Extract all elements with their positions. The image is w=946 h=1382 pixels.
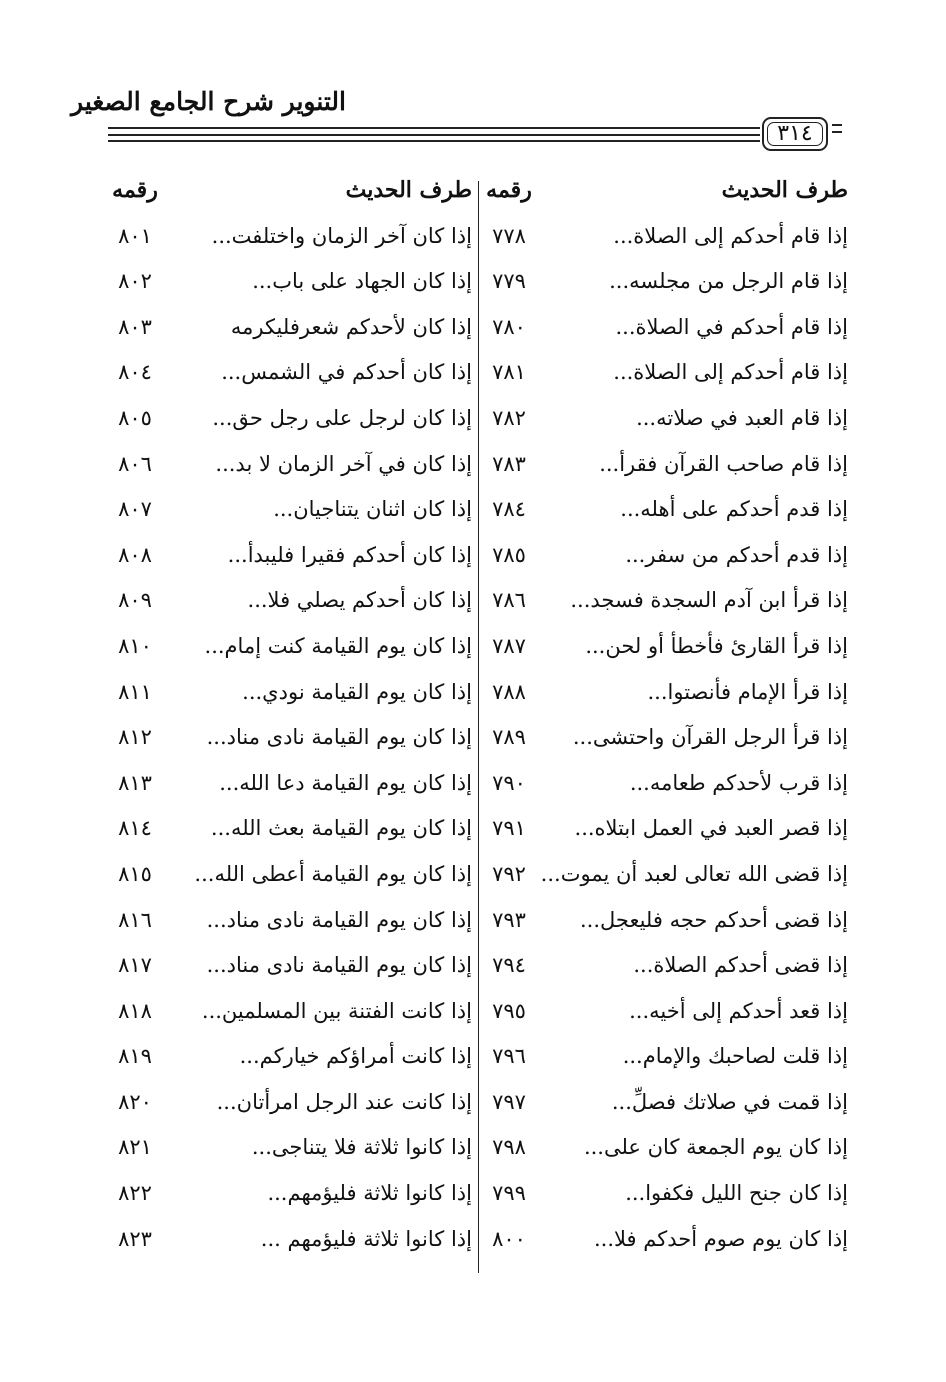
hadith-incipit: إذا قصر العبد في العمل ابتلاه...: [574, 816, 848, 841]
hadith-incipit: إذا قدم أحدكم على أهله...: [620, 497, 848, 522]
table-row: [90, 624, 860, 670]
hadith-incipit: إذا كان لرجل على رجل حق...: [212, 405, 472, 430]
hadith-number: ٨٢٣: [118, 1226, 152, 1251]
hadith-incipit: إذا كانوا ثلاثة فليؤمهم ...: [260, 1226, 472, 1251]
table-header-row: [90, 168, 860, 214]
hadith-number: ٨١٤: [118, 816, 152, 841]
hadith-incipit: إذا كانت أمراؤكم خياركم...: [239, 1044, 472, 1069]
table-row: [90, 350, 860, 396]
hadith-number: ٨١٠: [118, 633, 152, 658]
hadith-number: ٧٩٦: [492, 1044, 526, 1069]
table-row: [90, 533, 860, 579]
hadith-number: ٧٨٥: [492, 542, 526, 567]
table-row: [90, 761, 860, 807]
index-table: [90, 168, 860, 1262]
table-row: [90, 989, 860, 1035]
table-row: [90, 1171, 860, 1217]
hadith-number: ٧٩٥: [492, 998, 526, 1023]
hadith-number: ٨٠٩: [118, 588, 152, 613]
hadith-number: ٨٠٠: [492, 1226, 526, 1251]
hadith-incipit: إذا كان آخر الزمان واختلفت...: [211, 223, 472, 248]
hadith-incipit: إذا قام أحدكم إلى الصلاة...: [613, 223, 848, 248]
hadith-incipit: إذا قام أحدكم في الصلاة...: [615, 314, 848, 339]
hadith-number: ٨١٥: [118, 861, 152, 886]
table-row: [90, 852, 860, 898]
hadith-incipit: إذا كان يوم القيامة دعا الله...: [219, 770, 472, 795]
table-row: [90, 1034, 860, 1080]
hadith-number: ٧٨٤: [492, 497, 526, 522]
hadith-incipit: إذا كان يوم القيامة نادى مناد...: [206, 725, 472, 750]
hadith-number: ٨٢٢: [118, 1181, 152, 1206]
hadith-number: ٨٠٢: [118, 269, 152, 294]
hadith-incipit: إذا قدم أحدكم من سفر...: [625, 542, 848, 567]
table-row: [90, 487, 860, 533]
hadith-incipit: إذا كان في آخر الزمان لا بد...: [215, 451, 472, 476]
hadith-incipit: إذا كان يوم القيامة نادى مناد...: [206, 953, 472, 978]
hadith-incipit: إذا قام صاحب القرآن فقرأ...: [599, 451, 848, 476]
table-row: [90, 670, 860, 716]
hadith-number: ٧٧٩: [492, 269, 526, 294]
hadith-number: ٧٩٧: [492, 1089, 526, 1114]
column-header-number-right: رقمه: [486, 177, 532, 203]
hadith-number: ٨٠٥: [118, 405, 152, 430]
hadith-number: ٧٩٨: [492, 1135, 526, 1160]
running-title: التنوير شرح الجامع الصغير: [71, 87, 346, 116]
hadith-number: ٨١٢: [118, 725, 152, 750]
hadith-incipit: إذا قرأ القارئ فأخطأ أو لحن...: [585, 633, 848, 658]
column-header-number-left: رقمه: [112, 177, 158, 203]
hadith-number: ٨٠٧: [118, 497, 152, 522]
table-row: [90, 943, 860, 989]
hadith-incipit: إذا قضى الله تعالى لعبد أن يموت...: [540, 861, 848, 886]
table-row: [90, 1125, 860, 1171]
hadith-incipit: إذا كان اثنان يتناجيان...: [273, 497, 472, 522]
hadith-number: ٨٠٦: [118, 451, 152, 476]
hadith-incipit: إذا كان لأحدكم شعرفليكرمه: [230, 314, 472, 339]
hadith-number: ٧٨٦: [492, 588, 526, 613]
hadith-number: ٧٨٩: [492, 725, 526, 750]
table-row: [90, 806, 860, 852]
hadith-incipit: إذا كان أحدكم يصلي فلا...: [247, 588, 472, 613]
hadith-number: ٨١٦: [118, 907, 152, 932]
hadith-incipit: إذا كانوا ثلاثة فلا يتناجى...: [251, 1135, 472, 1160]
hadith-incipit: إذا قرب لأحدكم طعامه...: [629, 770, 848, 795]
table-row: [90, 214, 860, 260]
header-rule: [108, 140, 760, 142]
table-row: [90, 305, 860, 351]
hadith-incipit: إذا كان يوم صوم أحدكم فلا...: [594, 1226, 848, 1251]
hadith-incipit: إذا كان يوم القيامة نادى مناد...: [206, 907, 472, 932]
hadith-incipit: إذا كان يوم القيامة بعث الله...: [210, 816, 472, 841]
header-rule: [108, 134, 760, 136]
hadith-incipit: إذا قلت لصاحبك والإمام...: [622, 1044, 848, 1069]
hadith-number: ٧٩١: [492, 816, 526, 841]
hadith-incipit: إذا قرأ الرجل القرآن واحتشى...: [572, 725, 848, 750]
table-row: [90, 396, 860, 442]
hadith-number: ٧٨٨: [492, 679, 526, 704]
table-row: [90, 578, 860, 624]
hadith-incipit: إذا قام أحدكم إلى الصلاة...: [613, 360, 848, 385]
hadith-incipit: إذا قمت في صلاتك فصلِّ...: [611, 1089, 848, 1114]
hadith-incipit: إذا قام الرجل من مجلسه...: [609, 269, 848, 294]
hadith-number: ٨٢١: [118, 1135, 152, 1160]
hadith-number: ٧٩٢: [492, 861, 526, 886]
hadith-number: ٨١٨: [118, 998, 152, 1023]
hadith-incipit: إذا كان يوم القيامة كنت إمام...: [204, 633, 472, 658]
hadith-number: ٨١٣: [118, 770, 152, 795]
hadith-incipit: إذا قام العبد في صلاته...: [636, 405, 848, 430]
hadith-incipit: إذا كان يوم القيامة أعطى الله...: [194, 861, 472, 886]
hadith-number: ٧٩٣: [492, 907, 526, 932]
column-header-hadith-right: طرف الحديث: [721, 177, 848, 203]
hadith-incipit: إذا قرأ الإمام فأنصتوا...: [647, 679, 848, 704]
hadith-incipit: إذا كان أحدكم في الشمس...: [221, 360, 472, 385]
hadith-incipit: إذا قضى أحدكم حجه فليعجل...: [579, 907, 848, 932]
hadith-incipit: إذا كان جنح الليل فكفوا...: [625, 1181, 848, 1206]
table-row: [90, 1080, 860, 1126]
hadith-number: ٧٨٠: [492, 314, 526, 339]
ornament-mark: [832, 124, 842, 133]
page-number: ٣١٤: [762, 117, 828, 151]
hadith-incipit: إذا كان الجهاد على باب...: [252, 269, 472, 294]
hadith-number: ٧٧٨: [492, 223, 526, 248]
hadith-number: ٧٩٠: [492, 770, 526, 795]
hadith-number: ٧٨٧: [492, 633, 526, 658]
hadith-number: ٧٨٢: [492, 405, 526, 430]
hadith-incipit: إذا كان يوم الجمعة كان على...: [583, 1135, 848, 1160]
table-row: [90, 442, 860, 488]
hadith-number: ٧٩٤: [492, 953, 526, 978]
column-header-hadith-left: طرف الحديث: [345, 177, 472, 203]
table-body: [90, 214, 860, 1263]
hadith-number: ٧٨٣: [492, 451, 526, 476]
hadith-number: ٨١٧: [118, 953, 152, 978]
hadith-number: ٨٠١: [118, 223, 152, 248]
hadith-number: ٨٠٤: [118, 360, 152, 385]
table-row: [90, 259, 860, 305]
hadith-number: ٧٩٩: [492, 1181, 526, 1206]
hadith-incipit: إذا كانت عند الرجل امرأتان...: [216, 1089, 472, 1114]
hadith-number: ٨١٩: [118, 1044, 152, 1069]
hadith-incipit: إذا قرأ ابن آدم السجدة فسجد...: [570, 588, 848, 613]
table-row: [90, 715, 860, 761]
table-row: [90, 1217, 860, 1263]
table-row: [90, 898, 860, 944]
hadith-number: ٨٠٣: [118, 314, 152, 339]
hadith-number: ٨١١: [118, 679, 152, 704]
hadith-incipit: إذا كانت الفتنة بين المسلمين...: [201, 998, 472, 1023]
hadith-incipit: إذا كانوا ثلاثة فليؤمهم...: [267, 1181, 472, 1206]
hadith-incipit: إذا قعد أحدكم إلى أخيه...: [629, 998, 848, 1023]
hadith-incipit: إذا كان يوم القيامة نودي...: [242, 679, 472, 704]
hadith-incipit: إذا قضى أحدكم الصلاة...: [633, 953, 848, 978]
header-rule: [108, 127, 760, 129]
hadith-number: ٧٨١: [492, 360, 526, 385]
hadith-number: ٨٢٠: [118, 1089, 152, 1114]
hadith-number: ٨٠٨: [118, 542, 152, 567]
hadith-incipit: إذا كان أحدكم فقيرا فليبدأ...: [227, 542, 472, 567]
